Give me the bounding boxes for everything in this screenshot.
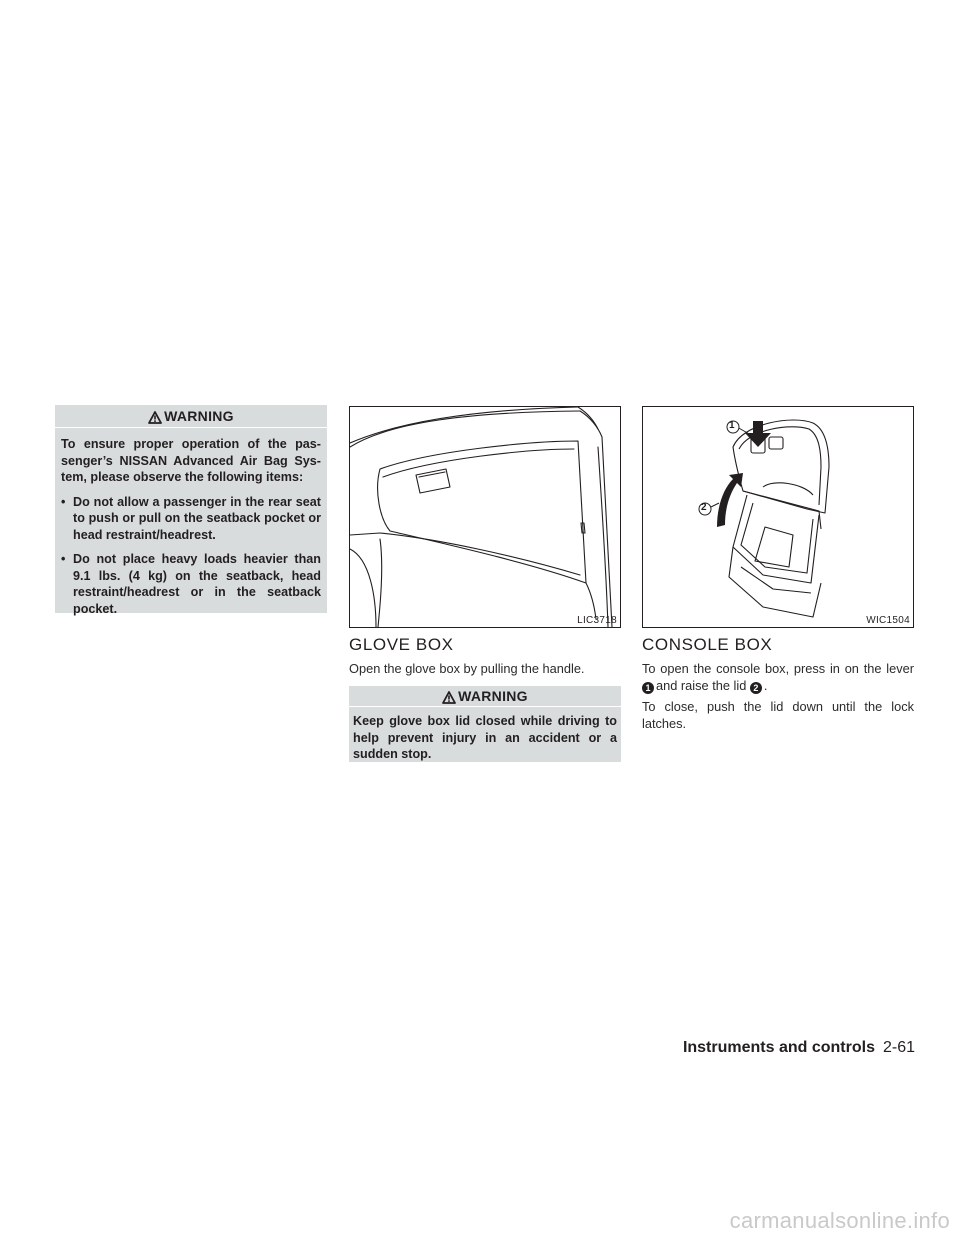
watermark: carmanualsonline.info (729, 1208, 950, 1233)
figure-code: LIC3718 (577, 615, 617, 626)
glove-box-heading: GLOVE BOX (349, 635, 454, 654)
raise-arrow (717, 473, 743, 527)
bullet-dot: • (61, 552, 66, 566)
callout-1-badge: 1 (642, 682, 654, 694)
warning-bullet (61, 494, 321, 544)
page-number: 2-61 (882, 1039, 915, 1056)
console-box-close-text: To close, push the lid down until the lock latches. (642, 699, 914, 731)
figure-code: WIC1504 (866, 615, 910, 626)
console-box-text (642, 661, 914, 694)
warning-box-glove-box (349, 686, 621, 762)
warning-title: WARNING (458, 688, 528, 704)
warning-text: Keep glove box lid closed while driving to help prevent injury in an accident or a sudden stop. (353, 714, 617, 761)
warning-intro-text: To ensure proper operation of the pas- senger’s NISSAN Advanced Air Bag Sys- tem, please observe the following items: (61, 437, 321, 484)
console-box-heading: CONSOLE BOX (642, 635, 773, 654)
warning-title: WARNING (164, 408, 234, 424)
console-box-illustration (643, 407, 913, 627)
warning-header (349, 686, 621, 707)
warning-bullet-text: Do not allow a passenger in the rear seat to push or pull on the seatback pocket or head restraint/headrest. (73, 494, 321, 542)
warning-icon (442, 691, 456, 704)
console-box-text-part: and raise the lid (656, 677, 747, 693)
callout-1: 1 (729, 420, 735, 431)
warning-icon (148, 411, 162, 424)
page-footer (683, 1039, 915, 1057)
glove-box-text: Open the glove box by pulling the handle. (349, 661, 585, 676)
callout-2: 2 (701, 502, 707, 513)
section-title: Instruments and controls (682, 1039, 875, 1056)
bullet-dot: • (61, 494, 66, 509)
console-box-text-part: . (763, 677, 768, 693)
glove-box-illustration (350, 407, 620, 627)
warning-bullet (61, 551, 321, 617)
console-box-text-part: To open the console box, press in on the lever (642, 661, 914, 676)
callout-2-badge: 2 (750, 682, 762, 694)
console-box-figure (642, 406, 914, 628)
warning-box-airbag (55, 405, 327, 616)
warning-header (55, 405, 327, 428)
glove-box-figure (349, 406, 621, 628)
warning-bullet-text: Do not place heavy loads heavier than 9.1 lbs. (4 kg) on the seatback, head restraint/headrest or in the seatback pocket. (73, 552, 321, 616)
